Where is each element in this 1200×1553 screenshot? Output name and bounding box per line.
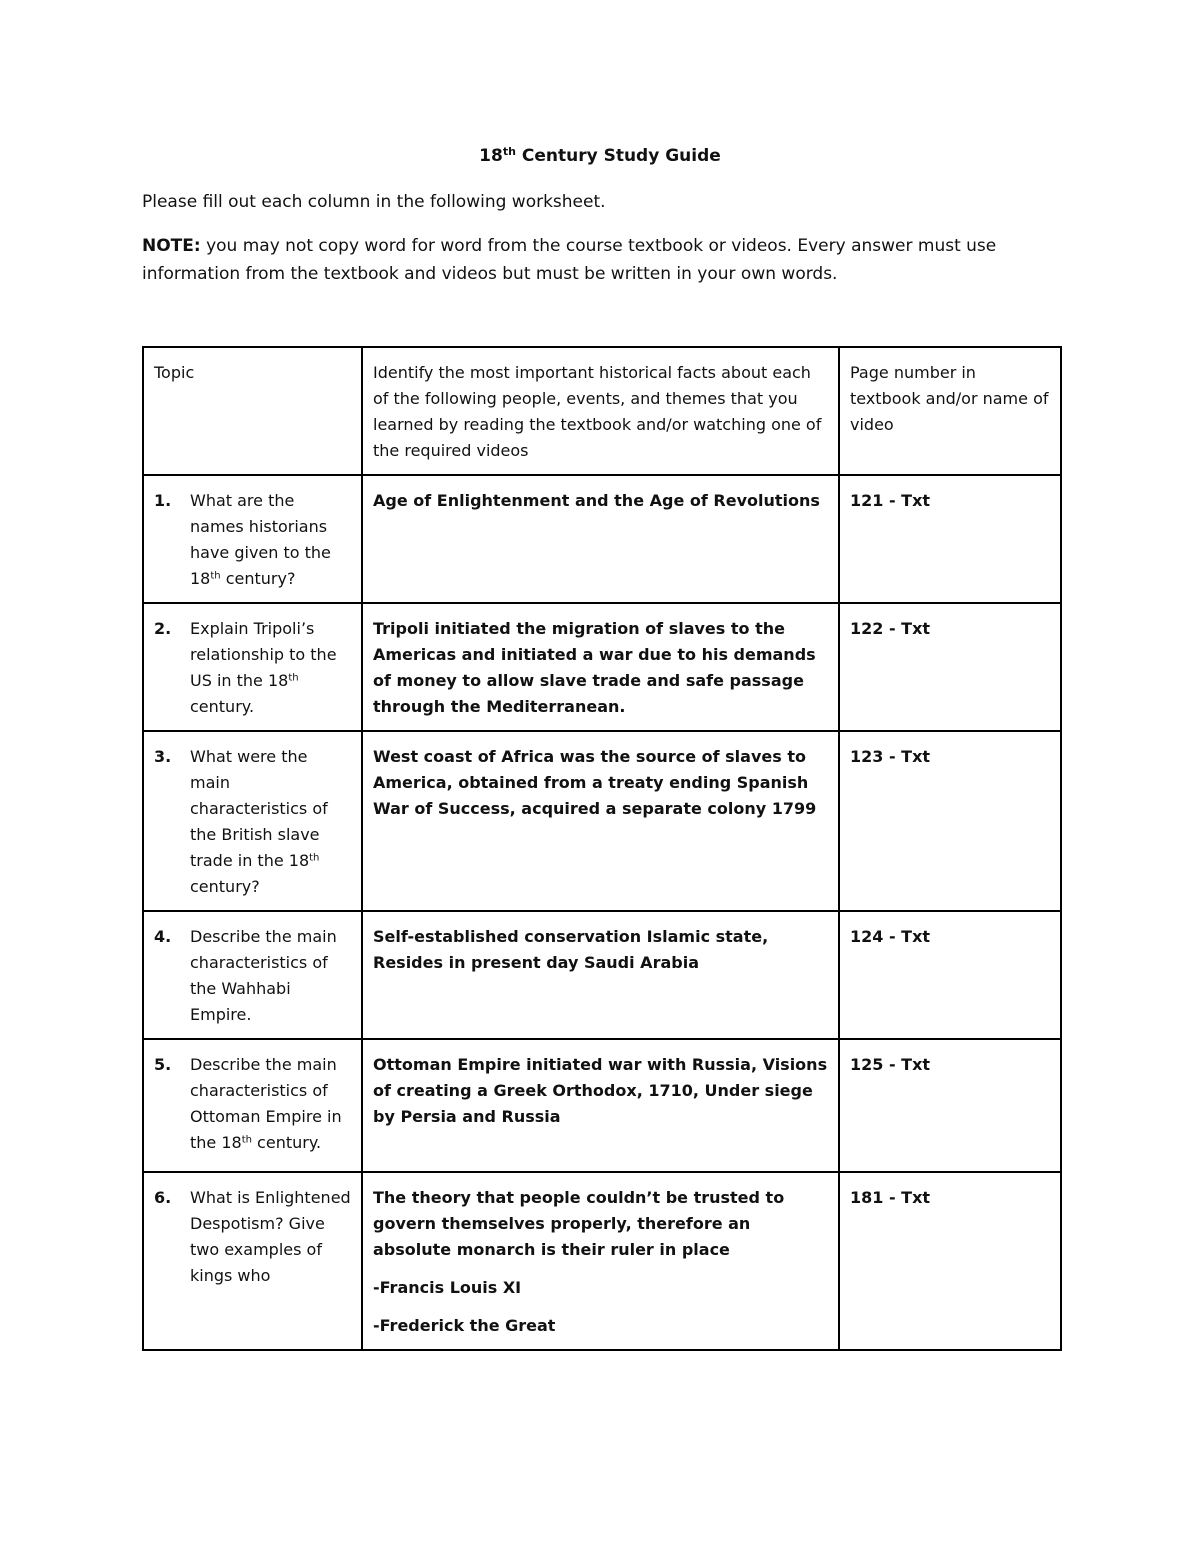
topic-sup: th <box>288 672 299 684</box>
topic-sup: th <box>309 852 320 864</box>
title-prefix: 18 <box>479 146 503 166</box>
topic-cell <box>143 475 362 603</box>
answer-cell: West coast of Africa was the source of slaves to America, obtained from a treaty ending Spanish War of Success, acquired a separate colony 1799 <box>362 731 839 911</box>
topic-text-b: century? <box>220 569 296 588</box>
answer-text: The theory that people couldn’t be trusted to govern themselves properly, therefore an absolute monarch is their ruler in place <box>373 1188 785 1259</box>
answer-example-2: -Frederick the Great <box>373 1316 556 1335</box>
instructions-text: Please fill out each column in the following worksheet. <box>142 192 606 212</box>
topic-cell <box>143 1172 362 1350</box>
page-cell: 124 - Txt <box>839 911 1061 1039</box>
row-number: 5. <box>154 1055 172 1074</box>
header-page: Page number in textbook and/or name of video <box>839 347 1061 475</box>
header-facts: Identify the most important historical facts about each of the following people, events, and themes that you learned by reading the textbook and/or watching one of the required videos <box>362 347 839 475</box>
table-row <box>143 731 1061 911</box>
answer-cell: Self-established conservation Islamic state, Resides in present day Saudi Arabia <box>362 911 839 1039</box>
study-guide-table <box>142 346 1062 1351</box>
topic-text-b: century? <box>190 877 260 896</box>
table-header-row <box>143 347 1061 475</box>
page-cell: 125 - Txt <box>839 1039 1061 1172</box>
answer-example-1: -Francis Louis XI <box>373 1278 522 1297</box>
topic-text <box>190 744 351 900</box>
topic-text <box>190 616 351 720</box>
topic-text <box>190 488 351 592</box>
topic-text-a: What were the main characteristics of the British slave trade in the 18 <box>190 747 328 870</box>
page-title <box>0 143 1200 169</box>
topic-text <box>190 924 351 1028</box>
note-text: you may not copy word for word from the course textbook or videos. Every answer must use information from the textbook and videos but must be written in your own words. <box>142 236 997 284</box>
topic-cell <box>143 911 362 1039</box>
header-topic: Topic <box>143 347 362 475</box>
topic-text-b: century. <box>251 1133 322 1152</box>
row-number: 1. <box>154 491 172 510</box>
table-row <box>143 603 1061 731</box>
row-number: 2. <box>154 619 172 638</box>
topic-sup: th <box>210 570 221 582</box>
topic-text-a: Describe the main characteristics of Ottoman Empire in the 18 <box>190 1055 342 1152</box>
answer-cell: Tripoli initiated the migration of slaves to the Americas and initiated a war due to his demands of money to allow slave trade and safe passage through the Mediterranean. <box>362 603 839 731</box>
note-label: NOTE: <box>142 236 201 256</box>
title-rest: Century Study Guide <box>515 146 721 166</box>
topic-cell <box>143 603 362 731</box>
row-number: 3. <box>154 747 172 766</box>
topic-text-a: What is Enlightened Despotism? Give two examples of kings who <box>190 1188 351 1285</box>
page-cell: 123 - Txt <box>839 731 1061 911</box>
answer-cell: Ottoman Empire initiated war with Russia, Visions of creating a Greek Orthodox, 1710, Under siege by Persia and Russia <box>362 1039 839 1172</box>
table-row <box>143 1172 1061 1350</box>
title-superscript: th <box>502 144 516 158</box>
topic-cell <box>143 1039 362 1172</box>
page-cell: 181 - Txt <box>839 1172 1061 1350</box>
topic-text <box>190 1052 351 1156</box>
answer-cell <box>362 1172 839 1350</box>
topic-cell <box>143 731 362 911</box>
note-paragraph <box>142 232 1062 288</box>
page-cell: 121 - Txt <box>839 475 1061 603</box>
topic-text-b: century. <box>190 697 255 716</box>
topic-text-a: What are the names historians have given to the 18 <box>190 491 331 588</box>
table-row <box>143 1039 1061 1172</box>
topic-sup: th <box>241 1134 252 1146</box>
row-number: 6. <box>154 1188 172 1207</box>
row-number: 4. <box>154 927 172 946</box>
answer-cell: Age of Enlightenment and the Age of Revolutions <box>362 475 839 603</box>
topic-text-a: Explain Tripoli’s relationship to the US in the 18 <box>190 619 337 690</box>
topic-text <box>190 1185 351 1289</box>
topic-text-a: Describe the main characteristics of the Wahhabi Empire. <box>190 927 337 1024</box>
page-cell: 122 - Txt <box>839 603 1061 731</box>
table-row <box>143 475 1061 603</box>
table-row <box>143 911 1061 1039</box>
